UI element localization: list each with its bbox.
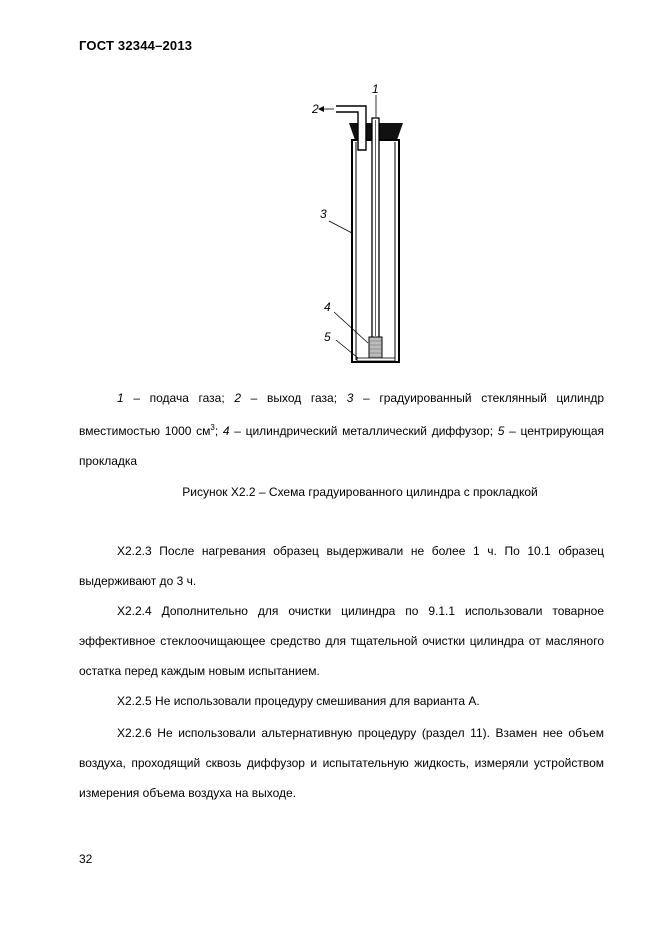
figure-title: Рисунок X2.2 – Схема градуированного цилиндра с прокладкой: [182, 485, 538, 499]
paragraph-x2-2-3: X2.2.3 После нагревания образец выдерживали не более 1 ч. По 10.1 образец выдерживают до 3 ч.: [79, 544, 604, 588]
paragraph-x2-2-5: X2.2.5 Не использовали процедуру смешивания для варианта А.: [117, 694, 480, 708]
label-4: 4: [324, 300, 331, 314]
diffuser: [369, 337, 382, 359]
label-3: 3: [320, 207, 327, 221]
paragraph-x2-2-4: X2.2.4 Дополнительно для очистки цилиндра по 9.1.1 использовали товарное эффективное стеклоочищающее средство для тщательной очистки цилиндра от масляного остатка перед каждым новым испытанием.: [79, 604, 604, 678]
label-5: 5: [324, 330, 331, 344]
page-number: 32: [79, 852, 93, 866]
cylinder-diagram: [0, 0, 661, 380]
document-header: ГОСТ 32344–2013: [79, 38, 193, 53]
label-1: 1: [372, 82, 379, 96]
label-2: 2: [312, 102, 319, 116]
paragraph-x2-2-6: X2.2.6 Не использовали альтернативную процедуру (раздел 11). Взамен нее объем воздуха, проходящий сквозь диффузор и испытательную жидкость, измеряли устройством измерения объема воздуха на выходе.: [79, 726, 604, 800]
centering-gasket: [357, 358, 395, 361]
figure-legend: 1 – подача газа; 2 – выход газа; 3 – градуированный стеклянный цилиндр вместимостью 1000 $см^3$; 4 – цилиндрический металлический диффузор; 5 – центрирующая прокладка: [79, 391, 605, 468]
